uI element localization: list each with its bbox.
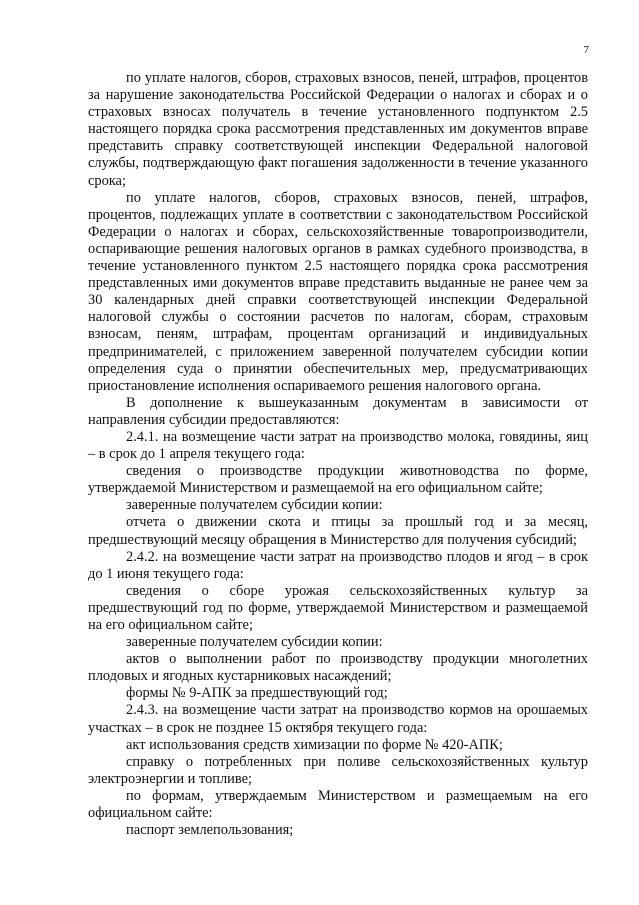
paragraph: В дополнение к вышеуказанным документам в зависимости от направления субсидии предоставляются: xyxy=(88,394,588,428)
paragraph: сведения о производстве продукции животноводства по форме, утверждаемой Министерством и размещаемой на его официальном сайте; xyxy=(88,463,588,497)
paragraph: сведения о сборе урожая сельскохозяйственных культур за предшествующий год по форме, утверждаемой Министерством и размещаемой на его официальном сайте; xyxy=(88,582,588,633)
paragraph: справку о потребленных при поливе сельскохозяйственных культур электроэнергии и топливе; xyxy=(88,753,588,787)
paragraph: отчета о движении скота и птицы за прошлый год и за месяц, предшествующий месяцу обращения в Министерство для получения субсидий; xyxy=(88,514,588,548)
paragraph: 2.4.1. на возмещение части затрат на производство молока, говядины, яиц – в срок до 1 апреля текущего года: xyxy=(88,428,588,463)
paragraph: 2.4.2. на возмещение части затрат на производство плодов и ягод – в срок до 1 июня текущего года: xyxy=(88,548,588,582)
paragraph: заверенные получателем субсидии копии: xyxy=(126,634,383,651)
document-body xyxy=(88,70,588,839)
paragraph: по уплате налогов, сборов, страховых взносов, пеней, штрафов, процентов за нарушение законодательства Российской Федерации о налогах и сборах и о страховых взносах получатель в течение установленного подпунктом 2.5 настоящего порядка срока рассмотрения представленных им документов вправе представить справку соответствующей инспекции Федеральной налоговой службы, подтверждающую факт погашения задолженности в течение указанного срока; xyxy=(88,70,588,189)
paragraph: 2.4.3. на возмещение части затрат на производство кормов на орошаемых участках – в срок не позднее 15 октября текущего года: xyxy=(88,702,588,736)
paragraph: паспорт землепользования; xyxy=(126,822,294,839)
paragraph: по формам, утверждаемым Министерством и размещаемым на его официальном сайте: xyxy=(88,787,588,822)
paragraph: актов о выполнении работ по производству продукции многолетних плодовых и ягодных кустарниковых насаждений; xyxy=(88,651,588,685)
page-number: 7 xyxy=(583,44,589,56)
paragraph: заверенные получателем субсидии копии: xyxy=(126,497,383,514)
paragraph: акт использования средств химизации по форме № 420-АПК; xyxy=(126,736,503,753)
paragraph: по уплате налогов, сборов, страховых взносов, пеней, штрафов, процентов, подлежащих уплате в соответствии с законодательством Российской Федерации о налогах и сборах, сельскохозяйственные товаропроизводители, оспаривающие решения налоговых органов в рамках судебного производства, в течение установленного пунктом 2.5 настоящего порядка срока рассмотрения представленных ими документов вправе представить выданные не ранее чем за 30 календарных дней справки соответствующей инспекции Федеральной налоговой службы о состоянии расчетов по налогам, сборам, страховым взносам, пеням, штрафам, процентам организаций и индивидуальных предпринимателей, с приложением заверенной получателем субсидии копии определения суда о принятии обеспечительных мер, предусматривающих приостановление исполнения оспариваемого решения налогового органа. xyxy=(88,189,588,394)
paragraph: формы № 9-АПК за предшествующий год; xyxy=(126,685,388,702)
